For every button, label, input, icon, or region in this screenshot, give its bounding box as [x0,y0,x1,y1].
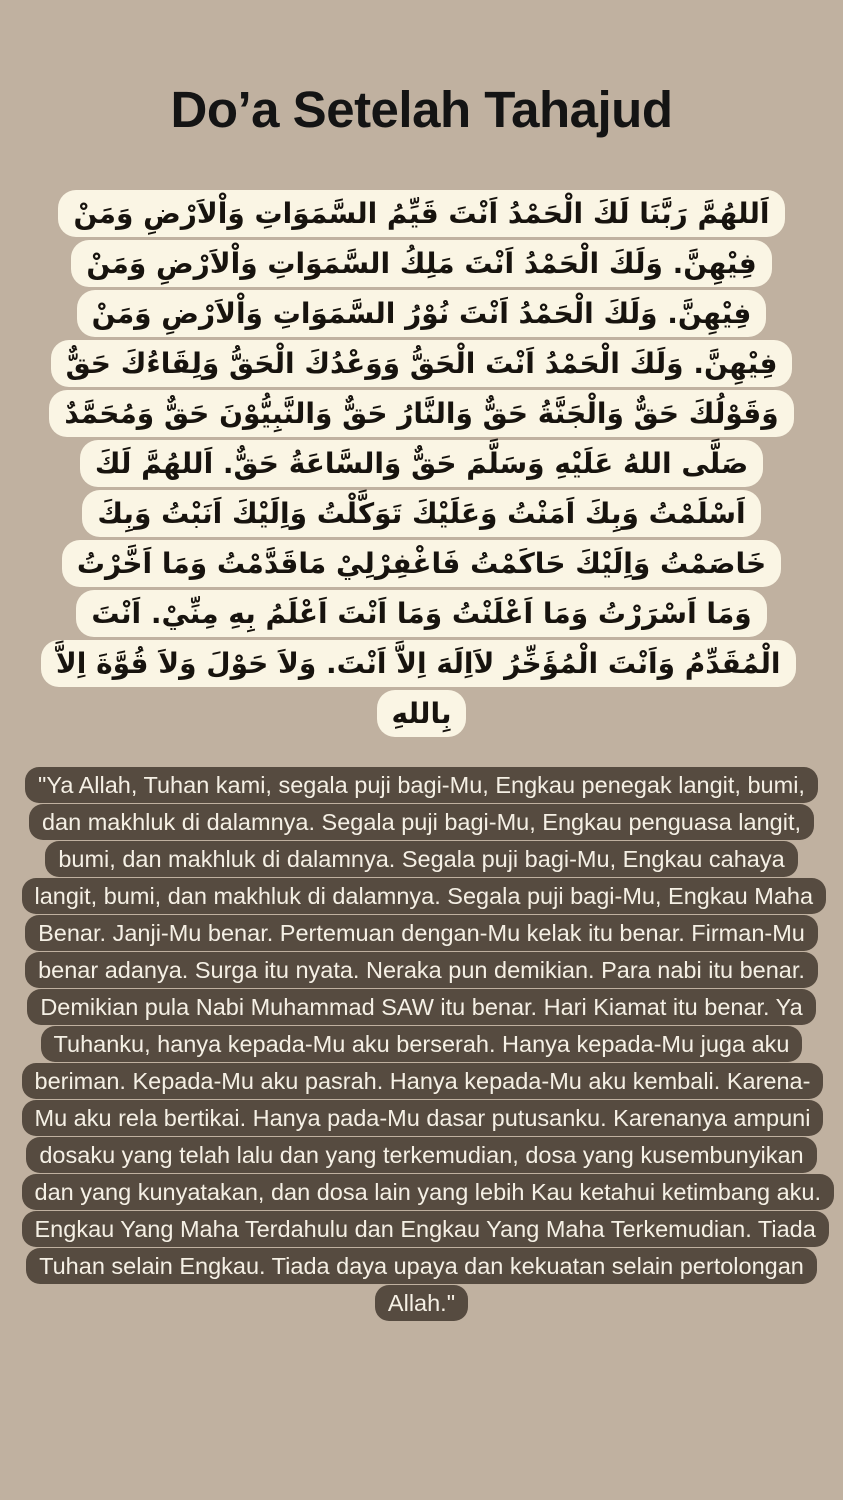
page-title: Do’a Setelah Tahajud [170,81,673,138]
translation-panel [22,767,822,1322]
arabic-prayer-text [48,189,796,739]
arabic-prayer-panel [48,189,796,739]
translation-text [22,767,822,1322]
translation-highlight: "Ya Allah, Tuhan kami, segala puji bagi-Mu, Engkau penegak langit, bumi, dan makhluk di dalamnya. Segala puji bagi-Mu, Engkau penguasa langit, bumi, dan makhluk di dalamnya. Segala puji bagi-Mu, Engkau cahaya langit, bumi, dan makhluk di dalamnya. Segala puji bagi-Mu, Engkau Maha Benar. Janji-Mu benar. Pertemuan dengan-Mu kelak itu benar. Firman-Mu benar adanya. Surga itu nyata. Neraka pun demikian. Para nabi itu benar. Demikian pula Nabi Muhammad SAW itu benar. Hari Kiamat itu benar. Ya Tuhanku, hanya kepada-Mu aku berserah. Hanya kepada-Mu juga aku beriman. Kepada-Mu aku pasrah. Hanya kepada-Mu aku kembali. Karena-Mu aku rela bertikai. Hanya pada-Mu dasar putusanku. Karenanya ampuni dosaku yang telah lalu dan yang terkemudian, dosa yang kusembunyikan dan yang kunyatakan, dan dosa lain yang lebih Kau ketahui ketimbang aku. Engkau Yang Maha Terdahulu dan Engkau Yang Maha Terkemudian. Tiada Tuhan selain Engkau. Tiada daya upaya dan kekuatan selain pertolongan Allah." [22,767,835,1321]
arabic-prayer-highlight: اَللهُمَّ رَبَّنَا لَكَ الْحَمْدُ اَنْتَ قَيِّمُ السَّمَوَاتِ وَاْلاَرْضِ وَمَنْ فِيْهِنَّ. وَلَكَ الْحَمْدُ اَنْتَ مَلِكُ السَّمَوَاتِ وَاْلاَرْضِ وَمَنْ فِيْهِنَّ. وَلَكَ الْحَمْدُ اَنْتَ نُوْرُ السَّمَوَاتِ وَاْلاَرْضِ وَمَنْ فِيْهِنَّ. وَلَكَ الْحَمْدُ اَنْتَ الْحَقُّ وَوَعْدُكَ الْحَقُّ وَلِقَاءُكَ حَقٌّ وَقَوْلُكَ حَقٌّ وَالْجَنَّةُ حَقٌّ وَالنَّارُ حَقٌّ وَالنَّبِيُّوْنَ حَقٌّ وَمُحَمَّدٌ صَلَّى اللهُ عَلَيْهِ وَسَلَّمَ حَقٌّ وَالسَّاعَةُ حَقٌّ. اَللهُمَّ لَكَ اَسْلَمْتُ وَبِكَ اَمَنْتُ وَعَلَيْكَ تَوَكَّلْتُ وَاِلَيْكَ اَنَبْتُ وَبِكَ خَاصَمْتُ وَاِلَيْكَ حَاكَمْتُ فَاغْفِرْلِيْ مَاقَدَّمْتُ وَمَا اَخَّرْتُ وَمَا اَسْرَرْتُ وَمَا اَعْلَنْتُ وَمَا اَنْتَ اَعْلَمُ بِهِ مِنِّيْ. اَنْتَ الْمُقَدِّمُ وَاَنْتَ الْمُؤَخِّرُ لاَاِلَهَ اِلاَّ اَنْتَ. وَلاَ حَوْلَ وَلاَ قُوَّةَ اِلاَّ بِاللهِ [41,190,796,737]
